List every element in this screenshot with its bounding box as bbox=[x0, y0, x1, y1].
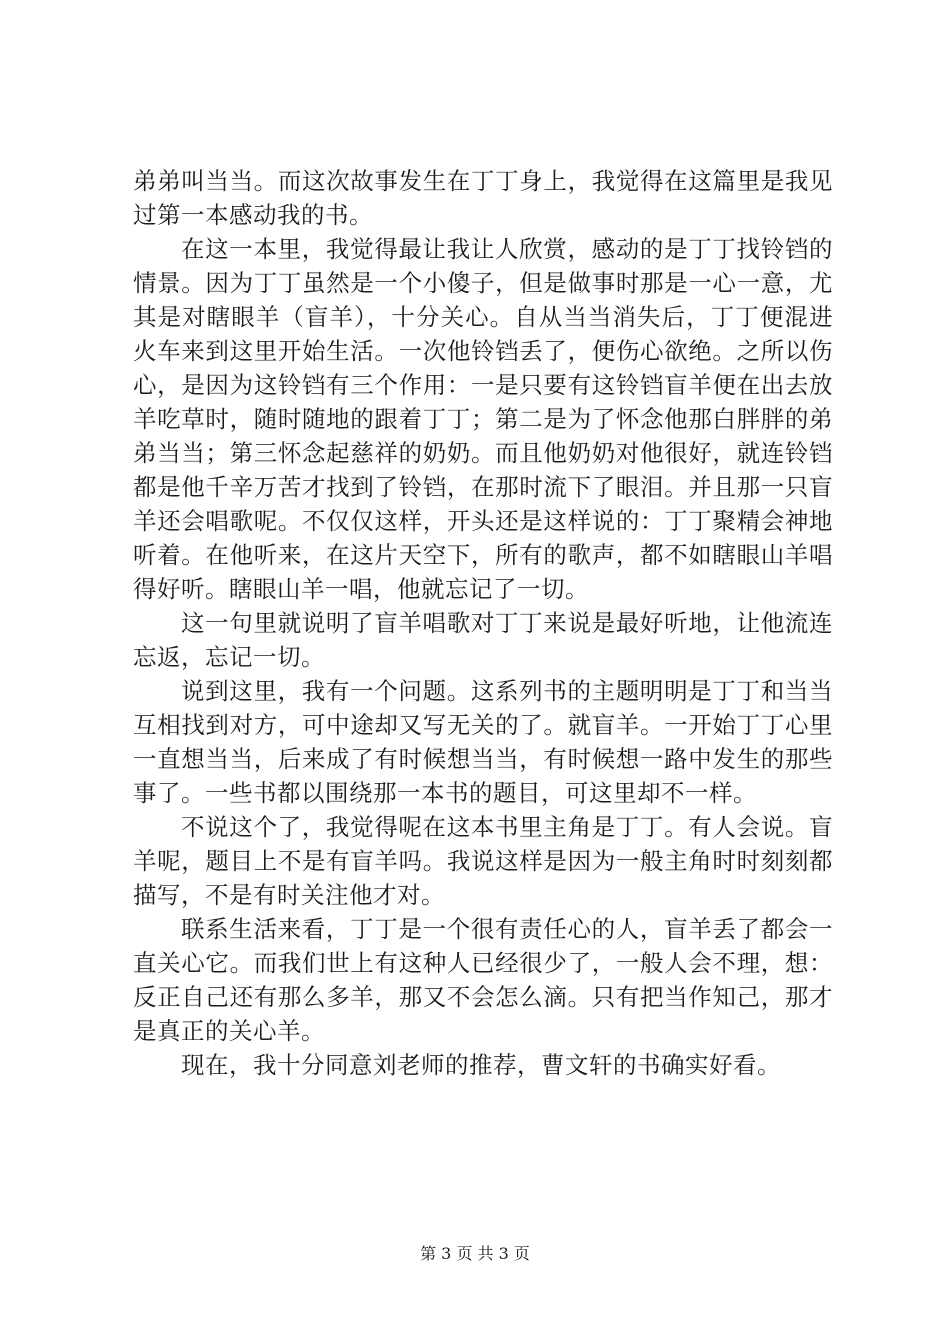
paragraph-6: 联系生活来看，丁丁是一个很有责任心的人，盲羊丢了都会一直关心它。而我们世上有这种人已经很少了，一般人会不理，想：反正自己还有那么多羊，那又不会怎么滴。只有把当作知己，那才是真正的关心羊。 bbox=[133, 915, 833, 1045]
paragraph-4: 说到这里，我有一个问题。这系列书的主题明明是丁丁和当当互相找到对方，可中途却又写无关的了。就盲羊。一开始丁丁心里一直想当当，后来成了有时候想当当，有时候想一路中发生的那些事了。一些书都以围绕那一本书的题目，可这里却不一样。 bbox=[133, 677, 833, 807]
page-footer: 第 3 页 共 3 页 bbox=[420, 1244, 530, 1263]
document-body bbox=[133, 164, 833, 1082]
paragraph-3: 这一句里就说明了盲羊唱歌对丁丁来说是最好听地，让他流连忘返，忘记一切。 bbox=[133, 609, 833, 671]
paragraph-1: 弟弟叫当当。而这次故事发生在丁丁身上，我觉得在这篇里是我见过第一本感动我的书。 bbox=[133, 167, 833, 229]
paragraph-5: 不说这个了，我觉得呢在这本书里主角是丁丁。有人会说。盲羊呢，题目上不是有盲羊吗。我说这样是因为一般主角时时刻刻都描写，不是有时关注他才对。 bbox=[133, 813, 833, 909]
paragraph-2: 在这一本里，我觉得最让我让人欣赏，感动的是丁丁找铃铛的情景。因为丁丁虽然是一个小傻子，但是做事时那是一心一意，尤其是对瞎眼羊（盲羊），十分关心。自从当当消失后，丁丁便混进火车来到这里开始生活。一次他铃铛丢了，便伤心欲绝。之所以伤心，是因为这铃铛有三个作用：一是只要有这铃铛盲羊便在出去放羊吃草时，随时随地的跟着丁丁；第二是为了怀念他那白胖胖的弟弟当当；第三怀念起慈祥的奶奶。而且他奶奶对他很好，就连铃铛都是他千辛万苦才找到了铃铛，在那时流下了眼泪。并且那一只盲羊还会唱歌呢。不仅仅这样，开头还是这样说的：丁丁聚精会神地听着。在他听来，在这片天空下，所有的歌声，都不如瞎眼山羊唱得好听。瞎眼山羊一唱，他就忘记了一切。 bbox=[133, 235, 833, 603]
paragraph-7: 现在，我十分同意刘老师的推荐，曹文轩的书确实好看。 bbox=[181, 1051, 781, 1079]
